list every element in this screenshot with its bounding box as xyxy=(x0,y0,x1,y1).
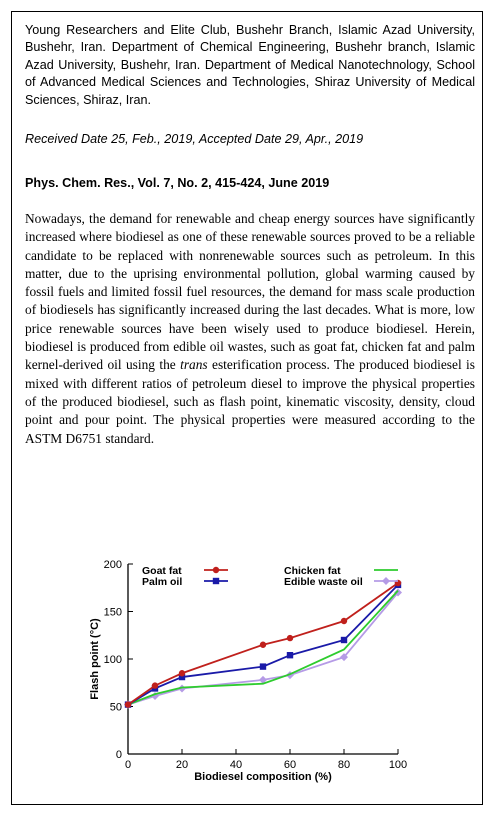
x-tick-label: 0 xyxy=(124,759,132,771)
abstract-italic-term: trans xyxy=(180,357,208,373)
data-point xyxy=(260,663,266,669)
y-tick-label: 0 xyxy=(115,749,122,761)
data-point xyxy=(260,642,266,648)
legend-label: Chicken fat xyxy=(284,565,341,577)
data-point xyxy=(287,635,293,641)
y-axis-label: Flash point (°C) xyxy=(89,618,101,700)
x-tick-label: 20 xyxy=(175,759,189,771)
data-point xyxy=(125,701,131,707)
received-accepted-dates: Received Date 25, Feb., 2019, Accepted Date 29, Apr., 2019 xyxy=(25,132,364,146)
legend-label: Edible waste oil xyxy=(284,576,363,588)
y-tick-label: 150 xyxy=(103,606,122,619)
y-tick-label: 100 xyxy=(103,654,122,666)
x-axis-label: Biodiesel composition (%) xyxy=(194,771,332,783)
data-point xyxy=(382,577,390,585)
y-tick-label: 50 xyxy=(109,701,122,714)
flash-point-chart xyxy=(76,550,416,790)
abstract-text-part-1: Nowadays, the demand for renewable and cheap energy sources have significantly increased where biodiesel as one of these renewable sources proved to be a reliable candidate to be replaced with nonrenewable sources such as petroleum. In this matter, due to the uprising environmental pollution, global warming caused by fossil fuels and limited fossil fuel resources, the demand for mass scale production of biodiesels has significantly increased during the last decades. What is more, low price renewable sources have been wisely used to produce biodiesel. Herein, biodiesel is produced from edible oil wastes, such as goat fat, chicken fat and palm kernel-derived oil using the xyxy=(25,211,475,373)
data-point xyxy=(341,618,347,624)
x-tick-label: 40 xyxy=(229,759,243,771)
abstract-text-part-2: esterification process. The produced biodiesel is mixed with different ratios of petroleum diesel to improve the physical properties of the produced biodiesel, such as flash point, kinematic viscosity, density, cloud point and pour point. The physical properties were measured according to the ASTM D6751 standard. xyxy=(25,357,475,446)
data-point xyxy=(213,567,219,573)
data-point xyxy=(179,670,185,676)
x-tick-label: 100 xyxy=(388,759,408,771)
data-point xyxy=(341,637,347,643)
y-tick-label: 200 xyxy=(103,559,122,571)
legend-label: Palm oil xyxy=(142,576,183,588)
journal-citation: Phys. Chem. Res., Vol. 7, No. 2, 415-424, June 2019 xyxy=(25,176,330,190)
series-line xyxy=(128,593,398,705)
legend-label: Goat fat xyxy=(142,565,182,577)
data-point xyxy=(213,578,219,584)
abstract-text xyxy=(25,210,475,448)
data-point xyxy=(287,652,293,658)
x-tick-label: 80 xyxy=(337,759,351,771)
x-tick-label: 60 xyxy=(283,759,297,771)
data-point xyxy=(152,682,158,688)
chart-svg xyxy=(76,550,416,790)
author-affiliations: Young Researchers and Elite Club, Bushehr Branch, Islamic Azad University, Bushehr, Iran. Department of Chemical Engineering, Bushehr branch, Islamic Azad University, Bushehr, Iran. Department of Medical Nanotechnology, School of Advanced Medical Sciences and Technologies, Shiraz University of Medical Sciences, Shiraz, Iran. xyxy=(25,23,475,107)
